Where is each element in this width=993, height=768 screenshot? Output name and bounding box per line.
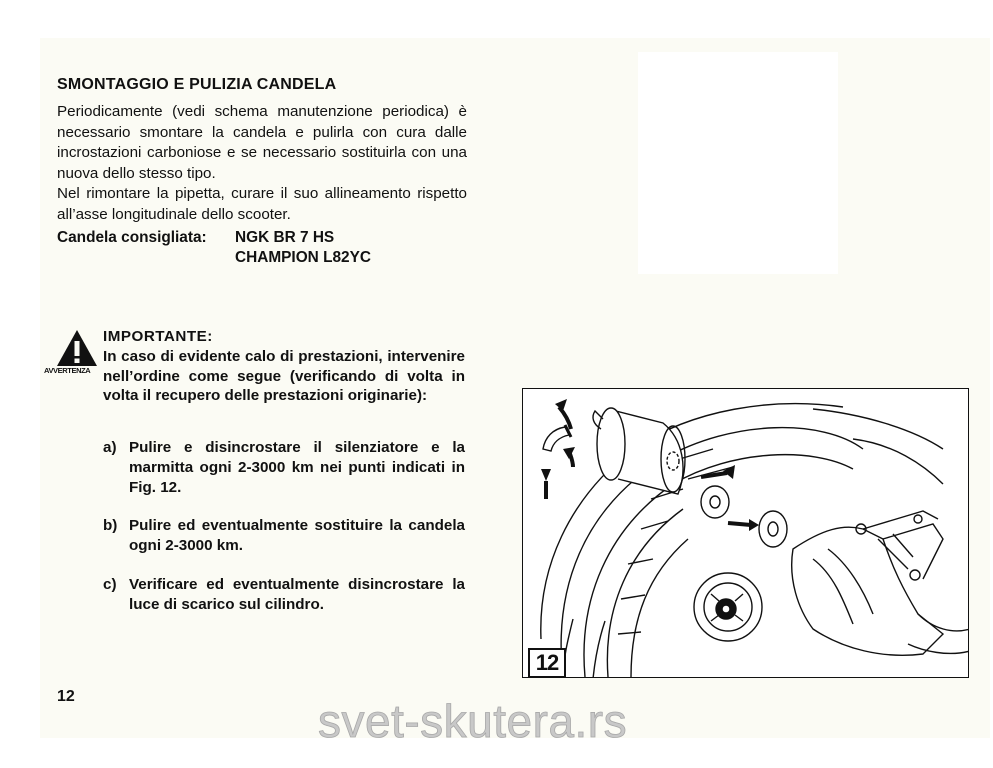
blank-area <box>638 52 838 274</box>
list-marker: c) <box>103 575 117 593</box>
page-number: 12 <box>57 688 75 705</box>
filter-cylinder <box>593 408 685 494</box>
important-notice <box>103 327 465 406</box>
bent-pipe <box>543 425 571 451</box>
washer-drawing <box>701 486 729 518</box>
section-title: SMONTAGGIO E PULIZIA CANDELA <box>57 76 337 93</box>
figure-number: 12 <box>528 648 566 678</box>
muffler-drawing <box>792 511 969 655</box>
list-text: Verificare ed eventualmente disincrostare la luce di scarico sul cilindro. <box>129 575 465 613</box>
important-text: In caso di evidente calo di prestazioni, intervenire nell’ordine come segue (verificando di volta in volta il recupero delle prestazioni originarie): <box>103 347 465 405</box>
watermark: svet-skutera.rs <box>318 695 628 747</box>
list-item <box>103 575 465 615</box>
spec-value-champion: CHAMPION L82YC <box>235 249 371 266</box>
spec-label: Candela consigliata: <box>57 229 207 246</box>
list-item <box>103 516 465 556</box>
body-text <box>57 102 467 226</box>
wheel-hub <box>694 573 762 641</box>
paragraph-maintenance: Periodicamente (vedi schema manutenzione periodica) è necessario smontare la candela e pulirla con cura dalle incrostazioni carboniose e se necessario sostituirla con una nuova dello stesso tipo. <box>57 103 467 182</box>
paragraph-alignment: Nel rimontare la pipetta, curare il suo allineamento rispetto all’asse longitudinale dello scooter. <box>57 185 467 223</box>
list-text: Pulire e disincrostare il silenziatore e la marmitta ogni 2-3000 km nei punti indicati in Fig. 12. <box>129 439 465 496</box>
gasket-drawing <box>759 511 787 547</box>
exhaust-illustration <box>522 388 969 678</box>
list-marker: b) <box>103 517 118 535</box>
warning-icon-label: AVVERTENZA <box>44 366 91 375</box>
exhaust-drawing <box>523 389 969 678</box>
list-marker: a) <box>103 439 117 456</box>
important-heading: IMPORTANTE: <box>103 328 213 345</box>
list-text: Pulire ed eventualmente sostituire la candela ogni 2-3000 km. <box>129 517 465 555</box>
spec-value-ngk: NGK BR 7 HS <box>235 229 335 246</box>
list-item <box>103 438 465 497</box>
procedure-list <box>103 438 465 634</box>
